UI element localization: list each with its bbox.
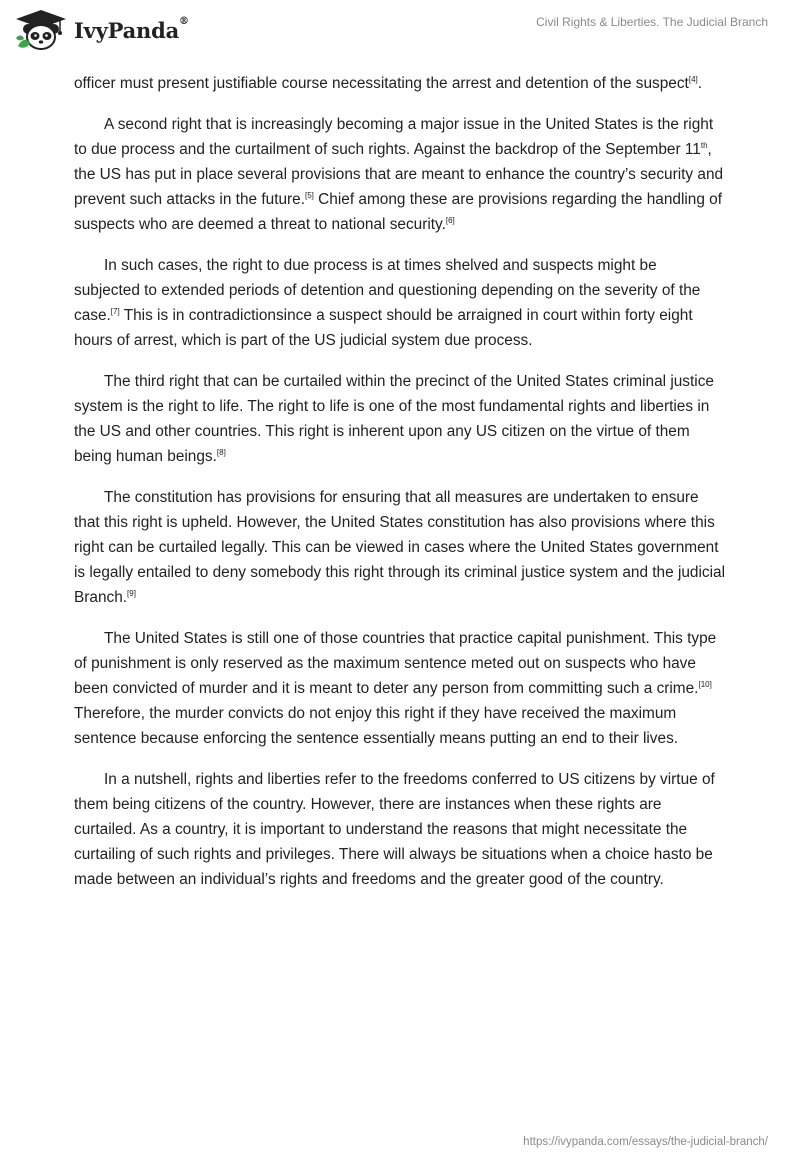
essay-body xyxy=(74,71,726,908)
paragraph-text: Therefore, the murder convicts do not enjoy this right if they have received the maximum sentence because enforcing the sentence essentially means putting an end to their lives. xyxy=(74,705,679,747)
paragraph-2 xyxy=(74,112,726,237)
logo-wordmark xyxy=(74,15,189,43)
ivypanda-logo[interactable] xyxy=(14,8,189,52)
paragraph-3 xyxy=(74,253,726,353)
paragraph-4 xyxy=(74,369,726,469)
footnote-ref-9[interactable]: [9] xyxy=(127,588,136,598)
logo-text: IvyPanda xyxy=(74,17,180,43)
paragraph-1 xyxy=(74,71,726,96)
paragraph-6 xyxy=(74,626,726,751)
paragraph-text: A second right that is increasingly becoming a major issue in the United States is the right to due process and the curtailment of such rights. Against the backdrop of the September 11 xyxy=(74,116,714,158)
paragraph-text: In a nutshell, rights and liberties refer to the freedoms conferred to US citizens by virtue of them being citizens of the country. However, there are instances when these rights are curtailed. As a country, it is important to understand the reasons that might necessitate the curtailing of such rights and privileges. There will always be situations when a choice hasto be made between an individual’s rights and freedoms and the greater good of the country. xyxy=(74,771,715,888)
footnote-ref-8[interactable]: [8] xyxy=(216,447,226,457)
paragraph-text: Chief among these are provisions regarding the handling of suspects who are deemed a threat to national security. xyxy=(74,191,723,233)
paragraph-text: The constitution has provisions for ensuring that all measures are undertaken to ensure that this right is upheld. However, the United States constitution has also provisions where this right can be curtailed legally. This can be viewed in cases where the United States government is legally entailed to deny somebody this right through its criminal justice system and the judicial Branch. xyxy=(74,489,726,606)
panda-graduate-icon xyxy=(14,8,68,52)
paragraph-text: . xyxy=(697,75,703,92)
paragraph-text: The United States is still one of those countries that practice capital punishment. This type of punishment is only reserved as the maximum sentence meted out on suspects who have been convicted of murder and it is meant to deter any person from committing such a crime. xyxy=(74,630,717,697)
running-title: Civil Rights & Liberties. The Judicial Branch xyxy=(536,15,768,29)
paragraph-text: officer must present justifiable course necessitating the arrest and detention of the suspect xyxy=(74,75,689,92)
paragraph-text: , the US has put in place several provisions that are meant to enhance the country’s security and prevent such attacks in the future. xyxy=(74,141,724,208)
footnote-ref-5[interactable]: [5] xyxy=(305,190,314,200)
paragraph-text: In such cases, the right to due process is at times shelved and suspects might be subjected to extended periods of detention and questioning depending on the severity of the case. xyxy=(74,257,701,324)
footnote-ref-4[interactable]: [4] xyxy=(688,74,698,84)
paragraph-5 xyxy=(74,485,726,610)
source-url[interactable]: https://ivypanda.com/essays/the-judicial-branch/ xyxy=(523,1136,768,1148)
paragraph-text: This is in contradictionsince a suspect should be arraigned in court within forty eight hours of arrest, which is part of the US judicial system due process. xyxy=(74,307,693,349)
footnote-ref-6[interactable]: [6] xyxy=(445,215,455,225)
ordinal-suffix: th xyxy=(700,140,708,150)
footnote-ref-7[interactable]: [7] xyxy=(110,306,120,316)
footnote-ref-10[interactable]: [10] xyxy=(698,679,712,689)
paragraph-7 xyxy=(74,767,726,892)
registered-mark: ® xyxy=(179,15,189,27)
page-header xyxy=(0,0,800,60)
paragraph-text: The third right that can be curtailed within the precinct of the United States criminal justice system is the right to life. The right to life is one of the most fundamental rights and liberties in the US and other countries. This right is inherent upon any US citizen on the virtue of them being human beings. xyxy=(74,373,714,465)
